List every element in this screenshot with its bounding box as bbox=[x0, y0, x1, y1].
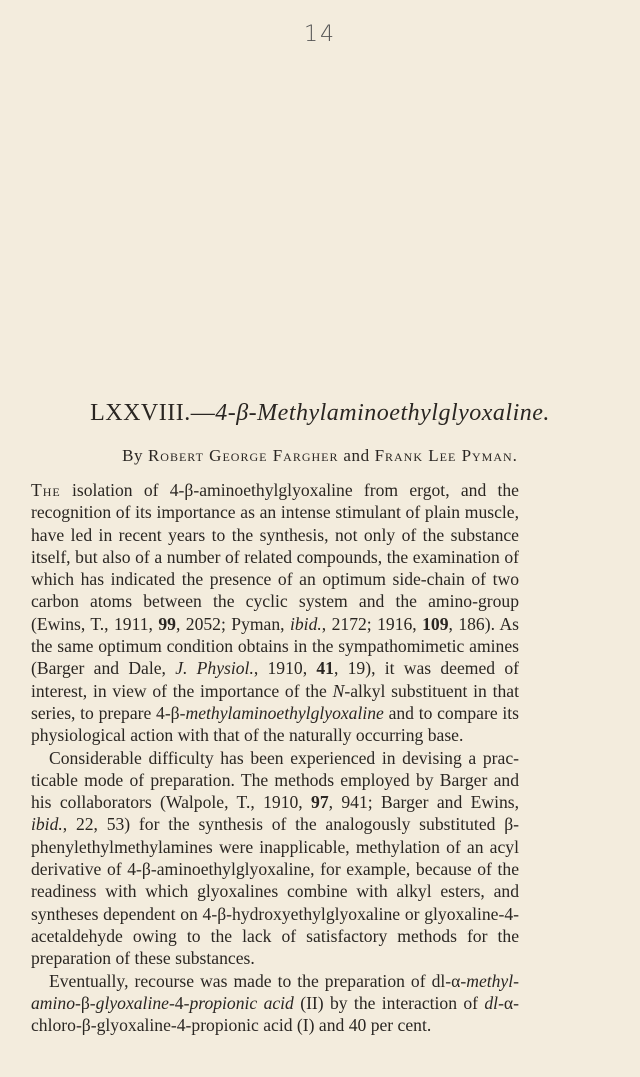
p1-vol: 99 bbox=[158, 613, 176, 634]
p3-italic: propionic acid bbox=[189, 992, 294, 1013]
p2-vol: 97 bbox=[311, 792, 329, 813]
p2-ibid: ibid. bbox=[31, 814, 63, 835]
p1-text: isolation of 4-β-aminoethylglyoxaline from ergot, and the recognition of its importance as an intense stimulant of plain muscle, have led in recent years to the synthesis, not only of the substance itself, but also of a number of related compounds, the examination of which has indicated the presence of an optimum side-chain of two carbon atoms between the cyclic system and the amino-group (Ewins, T., 1911, bbox=[31, 480, 519, 634]
p3-text: -4- bbox=[168, 992, 190, 1013]
article-number: LXXVIII. bbox=[90, 400, 191, 426]
p1-text: , 186). As the same optimum condition obtains in the sympathomimetic amines (Barger and Dale, bbox=[31, 613, 519, 679]
p1-italic: methylaminoethylglyoxaline bbox=[185, 702, 384, 723]
p2-text: , 941; Barger and Ewins, bbox=[328, 792, 519, 813]
p1-italic: N bbox=[332, 680, 345, 701]
compound-name: 4-β-Methylaminoethylglyoxaline. bbox=[215, 400, 550, 426]
p1-journal: J. Physiol. bbox=[175, 658, 254, 679]
paragraph-2 bbox=[31, 747, 519, 970]
p1-text: , 2172; 1916, bbox=[321, 613, 423, 634]
p1-text: -alkyl substituent in that series, to prepare 4-β- bbox=[31, 680, 519, 723]
p3-italic: dl bbox=[484, 992, 499, 1013]
p2-text: , 22, 53) for the synthesis of the analogously substituted β-phenylethylmethylamines were inapplicable, methylation of an acyl derivative of 4-β-aminoethylglyoxaline, for example, because of the readiness with which glyoxalines combine with alkyl esters, and syntheses dependent on 4-β-hydroxyethylglyoxaline or glyoxaline-4-acetaldehyde owing to the lack of satisfactory methods for the preparation of these substances. bbox=[31, 814, 519, 969]
author-byline bbox=[40, 446, 600, 466]
p3-text: -β- bbox=[74, 992, 96, 1013]
p3-text: (II) by the interaction of bbox=[293, 992, 485, 1013]
p1-text: , 2052; Pyman, bbox=[175, 613, 290, 634]
article-body bbox=[31, 479, 519, 1036]
lead-caps: The bbox=[31, 480, 61, 500]
p1-text: and to compare its physiological action with that of the naturally occurring base. bbox=[31, 702, 519, 746]
p1-vol: 41 bbox=[316, 658, 334, 679]
paragraph-3 bbox=[31, 970, 519, 1037]
author-1: Robert George Fargher bbox=[147, 446, 339, 465]
article-title bbox=[40, 400, 600, 427]
byline-conj: and bbox=[343, 446, 370, 465]
author-2: Frank Lee Pyman. bbox=[374, 446, 518, 465]
p3-text: -α-chloro-β-glyoxaline-4-propionic acid (I) and 40 per cent. bbox=[31, 992, 519, 1036]
p3-italic: methylamino bbox=[31, 970, 519, 1013]
paragraph-1 bbox=[31, 479, 519, 747]
p3-text: Eventually, recourse was made to the preparation of dl-α- bbox=[49, 970, 467, 991]
p1-text: , 1910, bbox=[253, 658, 317, 679]
title-dash: — bbox=[190, 400, 216, 426]
p1-text: , 19), it was deemed of interest, in view of the importance of the bbox=[31, 658, 519, 701]
p1-vol: 109 bbox=[422, 613, 449, 634]
p1-ibid: ibid. bbox=[290, 613, 322, 634]
p2-text: Considerable difficulty has been experienced in devising a practicable mode of preparation. The methods employed by Barger and his collaborators (Walpole, T., 1910, bbox=[31, 747, 519, 813]
page-marker: 14 bbox=[304, 22, 336, 47]
byline-prefix: By bbox=[122, 446, 144, 465]
p3-italic: glyoxaline bbox=[95, 992, 169, 1013]
